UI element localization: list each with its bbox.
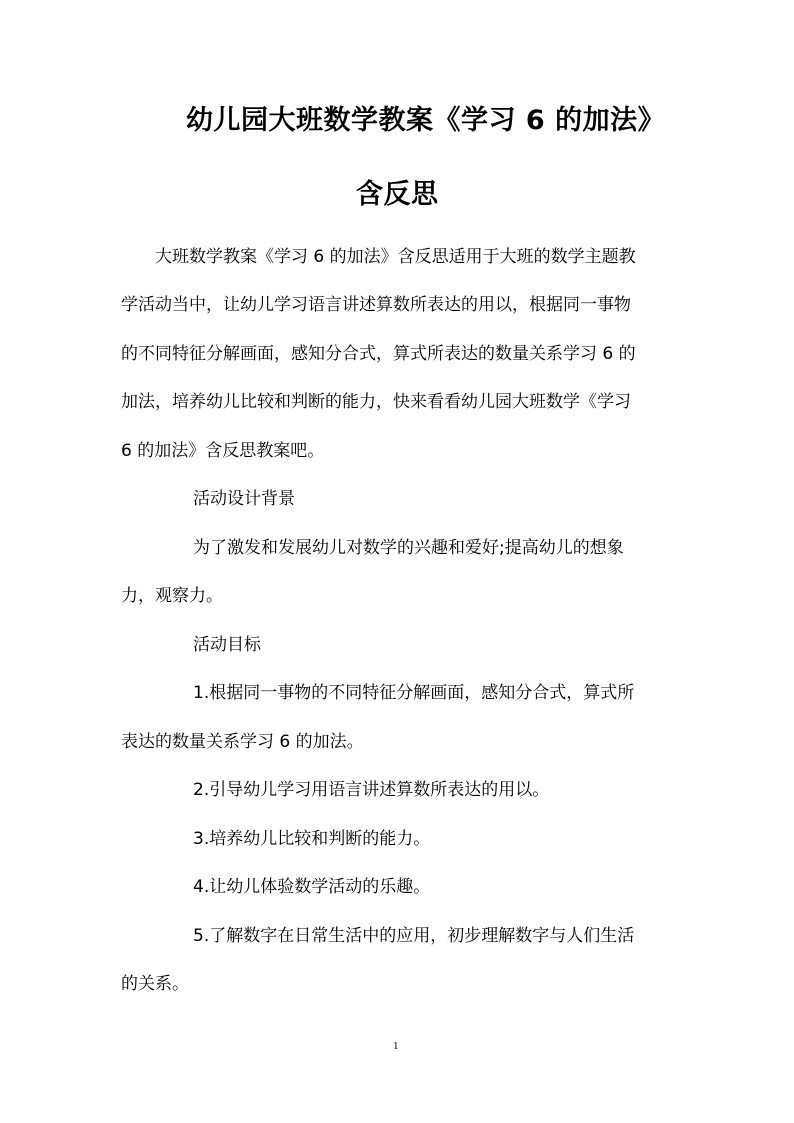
goal-item-4: 4.让幼儿体验数学活动的乐趣。	[193, 877, 431, 897]
intro-line: 学活动当中，让幼儿学习语言讲述算数所表达的用以，根据同一事物	[121, 295, 631, 315]
intro-line: 加法，培养幼儿比较和判断的能力，快来看看幼儿园大班数学《学习	[121, 392, 631, 412]
section-heading-goals: 活动目标	[193, 635, 261, 655]
document-title-line-2: 含反思	[356, 179, 439, 210]
goal-item-3: 3.培养幼儿比较和判断的能力。	[193, 829, 431, 849]
intro-line: 的不同特征分解画面，感知分合式，算式所表达的数量关系学习 6 的	[121, 344, 636, 364]
goal-item-1: 1.根据同一事物的不同特征分解画面，感知分合式，算式所	[193, 683, 635, 703]
background-line: 力，观察力。	[121, 586, 223, 606]
goal-item-5: 5.了解数字在日常生活中的应用，初步理解数字与人们生活	[193, 926, 635, 946]
section-heading-background: 活动设计背景	[193, 489, 295, 509]
goal-item-5-cont: 的关系。	[121, 974, 189, 994]
goal-item-2: 2.引导幼儿学习用语言讲述算数所表达的用以。	[193, 780, 550, 800]
page-number: 1	[393, 1040, 399, 1052]
intro-line: 大班数学教案《学习 6 的加法》含反思适用于大班的数学主题教	[155, 247, 636, 267]
background-line: 为了激发和发展幼儿对数学的兴趣和爱好;提高幼儿的想象	[193, 538, 624, 558]
intro-line: 6 的加法》含反思教案吧。	[121, 441, 325, 461]
document-title-line-1: 幼儿园大班数学教案《学习 6 的加法》	[186, 105, 666, 136]
goal-item-1-cont: 表达的数量关系学习 6 的加法。	[121, 732, 364, 752]
